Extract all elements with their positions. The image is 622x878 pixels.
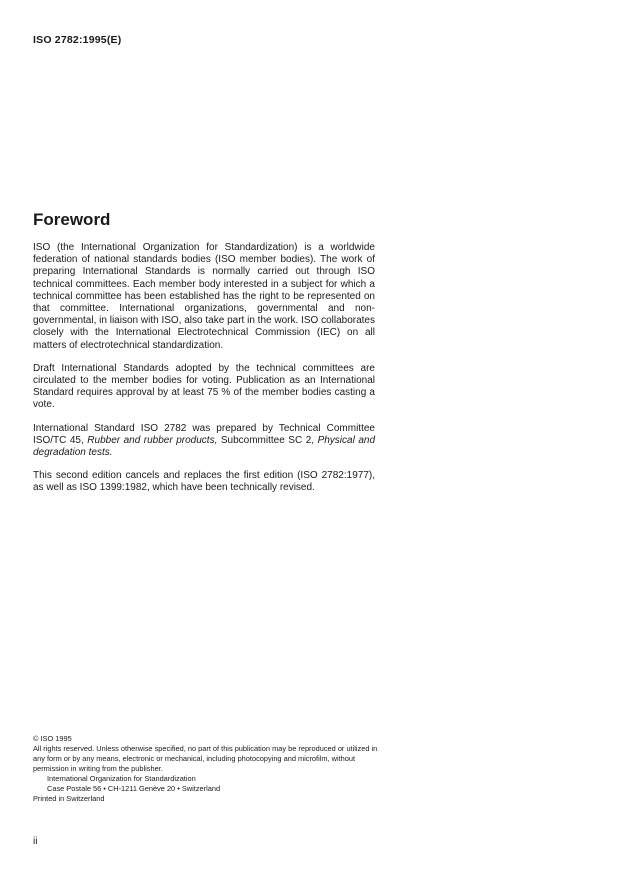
copyright-block [33,734,383,804]
paragraph-preparation [33,423,375,460]
foreword-body [33,242,375,495]
committee-title: Rubber and rubber products, [87,434,218,446]
preparation-text-2: Subcommittee SC 2, [217,434,318,446]
publisher-name: International Organization for Standardization [47,774,196,783]
preparation-text-1: International Standard ISO 2782 was prepared by Technical Committee ISO/TC 45, [33,422,375,446]
document-header: ISO 2782:1995(E) [33,34,122,46]
paragraph-edition: This second edition cancels and replaces the first edition (ISO 2782:1977), as well as ISO 1399:1982, which have been technically revised. [33,470,375,494]
paragraph-draft-standards: Draft International Standards adopted by the technical committees are circulated to the member bodies for voting. Publication as an International Standard requires approval by at least 75 % of the member bodies casting a vote. [33,362,375,411]
subcommittee-title: Physical and degradation tests. [33,434,376,459]
page-title: Foreword [33,210,111,229]
publisher-address: Case Postale 56 • CH-1211 Genève 20 • Switzerland [47,784,221,793]
copyright-notice: © ISO 1995 [33,734,72,743]
rights-statement: All rights reserved. Unless otherwise specified, no part of this publication may be reproduced or utilized in any form or by any means, electronic or mechanical, including photocopying and microfilm, without permission in writing from the publisher. [33,744,378,773]
printed-location: Printed in Switzerland [33,794,105,803]
paragraph-iso-description: ISO (the International Organization for Standardization) is a worldwide federation of national standards bodies (ISO member bodies). The work of preparing International Standards is normally carried out through ISO technical committees. Each member body interested in a subject for which a technical committee has been established has the right to be represented on that committee. International organizations, governmental and non-governmental, in liaison with ISO, also take part in the work. ISO collaborates closely with the International Electrotechnical Commission (IEC) on all matters of electrotechnical standardization. [33,242,375,351]
page-number: ii [33,836,38,847]
